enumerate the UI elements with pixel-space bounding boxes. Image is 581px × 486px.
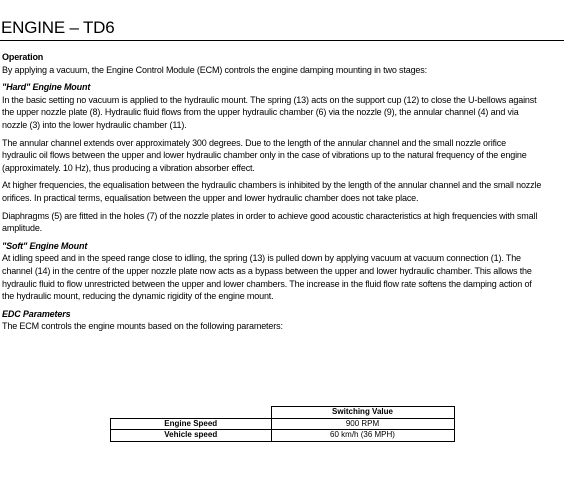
switching-parameters-table (110, 406, 455, 442)
edc-parameters-intro: The ECM controls the engine mounts based on the following parameters: (2, 321, 283, 332)
table-row (111, 418, 455, 430)
hard-mount-paragraph-4: Diaphragms (5) are fitted in the holes (7) of the nozzle plates in order to achieve good acoustic characteristics at high frequencies with small amplitude. (2, 210, 538, 234)
parameter-name: Engine Speed (111, 418, 272, 430)
page-title: ENGINE – TD6 (1, 18, 115, 37)
switching-value-header: Switching Value (271, 407, 454, 419)
document-body (2, 51, 542, 338)
hard-mount-paragraph-1: In the basic setting no vacuum is applied to the hydraulic mount. The spring (13) acts on the support cup (12) to close the U-bellows against the upper nozzle plate (8). Hydraulic fluid flows from the upper hydraulic chamber (6) via the nozzle (9), the annular channel (4) and via nozzle (3) into the lower hydraulic chamber (11). (2, 94, 537, 130)
table-header-blank (111, 407, 272, 419)
hard-mount-heading: "Hard" Engine Mount (2, 82, 91, 93)
parameter-name: Vehicle speed (111, 430, 272, 442)
operation-heading: Operation (2, 52, 44, 62)
table-row (111, 430, 455, 442)
soft-mount-heading: "Soft" Engine Mount (2, 240, 88, 251)
hard-mount-paragraph-2: The annular channel extends over approximately 300 degrees. Due to the length of the annular channel and the small nozzle orifice hydraulic oil flows between the upper and lower hydraulic chamber only in the case of vibrations up to the natural frequency of the engine (approximately. 10 Hz), thus producing a vibration absorber effect. (2, 137, 527, 173)
title-divider (0, 40, 564, 41)
table-header-row (111, 407, 455, 419)
parameter-value: 60 km/h (36 MPH) (271, 430, 454, 442)
soft-mount-paragraph: At idling speed and in the speed range close to idling, the spring (13) is pulled down by applying vacuum at vacuum connection (1). The channel (14) in the centre of the upper nozzle plate now acts as a bypass between the upper and lower hydraulic chamber. This allows the hydraulic fluid to flow unrestricted between the upper and lower chambers. The increase in the fluid flow rate softens the damping action of the hydraulic mount, reducing the dynamic rigidity of the engine mount. (2, 253, 532, 302)
hard-mount-paragraph-3: At higher frequencies, the equalisation between the hydraulic chambers is inhibited by the length of the annular channel and the small nozzle orifices. In practical terms, equalisation between the upper and lower hydraulic chamber does not take place. (2, 180, 542, 203)
parameter-value: 900 RPM (271, 418, 454, 430)
operation-intro: By applying a vacuum, the Engine Control Module (ECM) controls the engine damping mounting in two stages: (2, 64, 427, 75)
edc-parameters-heading: EDC Parameters (2, 308, 71, 319)
